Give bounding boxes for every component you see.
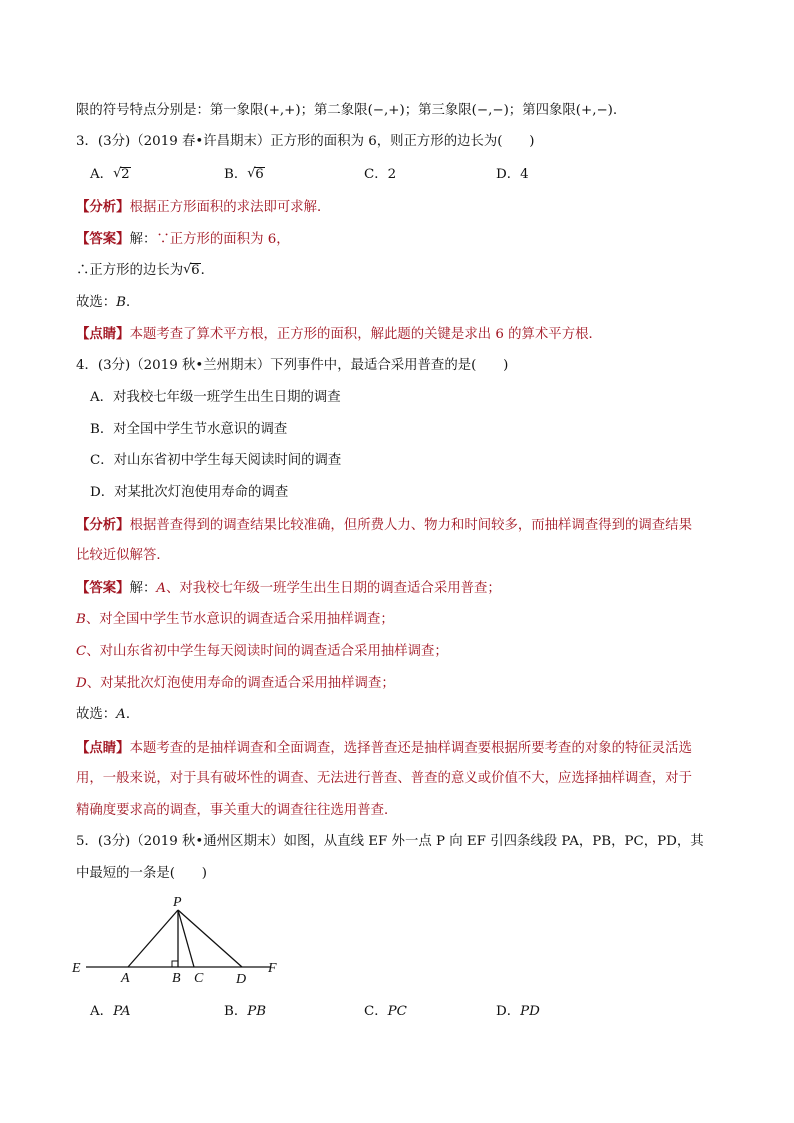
segment-pc [178,910,194,967]
segment-pd [178,910,242,967]
q3-analysis: 【分析】根据正方形面积的求法即可求解． [76,199,331,215]
label-p: P [173,895,182,910]
q4-answer-line-2: B、对全国中学生节水意识的调查适合采用抽样调查； [76,612,394,627]
q4-option-b[interactable]: B．对全国中学生节水意识的调查 [90,422,288,437]
q4-option-d[interactable]: D．对某批次灯泡使用寿命的调查 [90,485,289,500]
sqrt-symbol: √ 2 [113,166,130,182]
sqrt-symbol: √ 6 [183,262,200,278]
answer-tag: 【答案】 [76,580,130,596]
q4-comment-line-2: 用，一般来说，对于具有破坏性的调查、无法进行普查、普查的意义或价值不大，应选择抽样调查，对于 [76,771,692,786]
q5-option-c[interactable]: C．PC [364,1004,407,1019]
q5-stem-line-1: 5．(3分)（2019 秋•通州区期末）如图，从直线 EF 外一点 P 向 EF 引四条线段 PA，PB，PC，PD，其 [76,834,704,849]
q4-choice: 故选：A． [76,707,140,722]
q3-comment: 【点睛】本题考查了算术平方根，正方形的面积，解此题的关键是求出 6 的算术平方根． [76,326,602,342]
segment-pa [128,910,178,967]
comment-tag: 【点睛】 [76,326,130,342]
q3-answer-line-1: 【答案】解：∵正方形的面积为 6， [76,231,290,247]
sqrt-symbol: √ 6 [247,166,264,182]
analysis-tag: 【分析】 [76,517,130,533]
right-angle-mark [172,961,178,967]
answer-tag: 【答案】 [76,231,130,247]
q3-option-c[interactable]: C．2 [364,167,397,182]
label-a: A [121,971,130,986]
q4-comment-line-3: 精确度要求高的调查，事关重大的调查往往选用普查． [76,803,398,818]
label-b: B [172,971,181,986]
comment-tag: 【点睛】 [76,740,130,756]
q3-option-b[interactable]: B． √ 6 [224,165,265,185]
q3-stem: 3．(3分)（2019 春•许昌期末）正方形的面积为 6，则正方形的边长为( ) [76,134,535,149]
q3-answer-line-2: ∴正方形的边长为 √ 6． [76,261,724,281]
q4-comment-line-1: 【点睛】本题考查的是抽样调查和全面调查，选择普查还是抽样调查要根据所要考查的对象的特征灵活选 [76,740,692,756]
q5-option-d[interactable]: D．PD [496,1004,540,1019]
label-e: E [72,961,81,976]
q3-option-d[interactable]: D．4 [496,167,529,182]
q5-stem-line-2: 中最短的一条是( ) [76,866,207,881]
q5-option-a[interactable]: A．PA [90,1004,131,1019]
q4-option-c[interactable]: C．对山东省初中学生每天阅读时间的调查 [90,453,342,468]
q4-analysis-line-1: 【分析】根据普查得到的调查结果比较准确，但所费人力、物力和时间较多，而抽样调查得到的调查结果 [76,517,692,533]
q3-choice: 故选：B． [76,295,140,310]
label-d: D [236,972,247,987]
q4-answer-line-4: D、对某批次灯泡使用寿命的调查适合采用抽样调查； [76,676,395,691]
geometry-figure [60,888,300,998]
label-c: C [194,971,204,986]
q4-stem: 4．(3分)（2019 秋•兰州期末）下列事件中，最适合采用普查的是( ) [76,358,509,373]
q4-option-a[interactable]: A．对我校七年级一班学生出生日期的调查 [90,390,341,405]
q3-option-a[interactable]: A． √ 2 [90,165,131,185]
q4-answer-line-3: C、对山东省初中学生每天阅读时间的调查适合采用抽样调查； [76,644,448,659]
q2-tail-text: 限的符号特点分别是：第一象限(+,+)；第二象限(−,+)；第三象限(−,−)；第四象限(+,−). [76,103,618,118]
analysis-tag: 【分析】 [76,199,130,215]
q4-answer-line-1: 【答案】解：A、对我校七年级一班学生出生日期的调查适合采用普查； [76,580,501,596]
q4-analysis-line-2: 比较近似解答． [76,548,170,563]
q5-option-b[interactable]: B．PB [224,1004,267,1019]
label-f: F [268,961,277,976]
